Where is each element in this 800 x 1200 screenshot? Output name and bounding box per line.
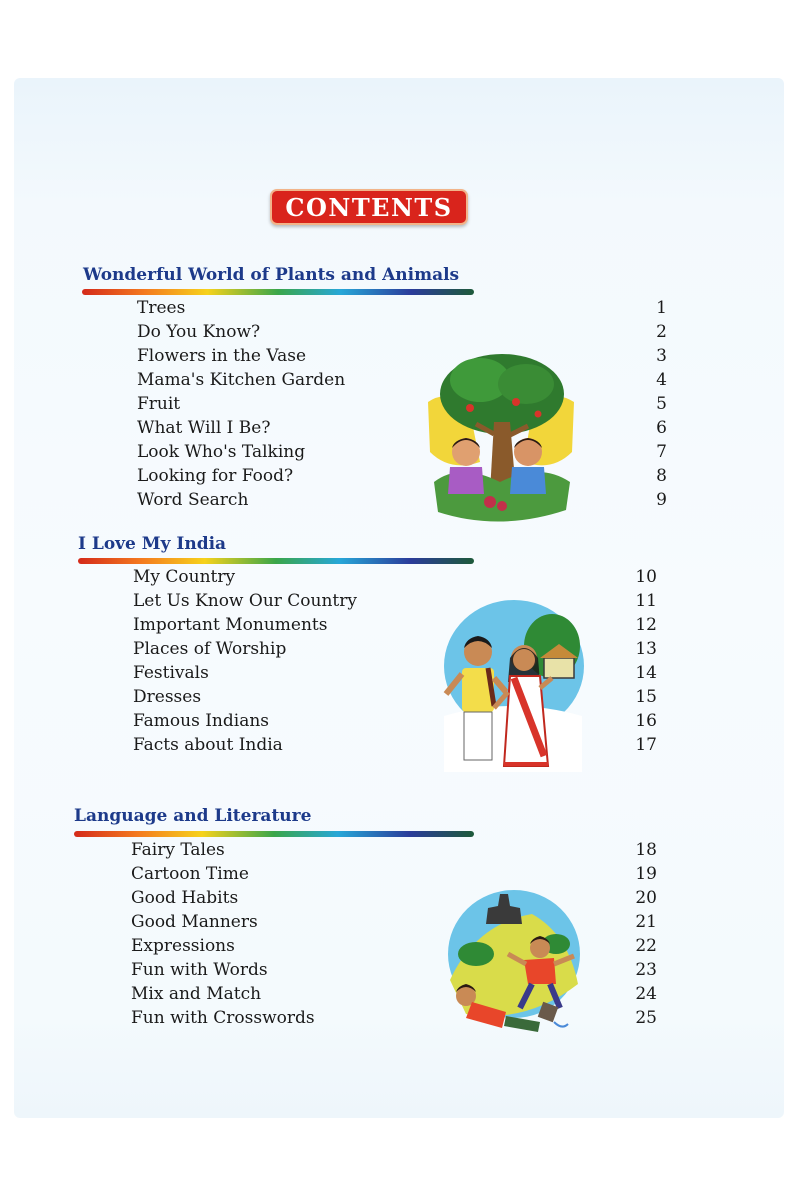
toc-row[interactable] <box>137 322 667 346</box>
toc-title: Famous Indians <box>133 711 269 731</box>
toc-title: What Will I Be? <box>137 418 271 438</box>
section-heading-india: I Love My India <box>78 534 227 554</box>
toc-page-number: 12 <box>635 615 657 635</box>
toc-title: Good Manners <box>131 912 258 932</box>
toc-row[interactable] <box>137 346 667 370</box>
toc-page-number: 25 <box>635 1008 657 1028</box>
toc-page-number: 14 <box>635 663 657 683</box>
tree-children-illustration <box>420 342 582 522</box>
toc-page-number: 3 <box>656 346 667 366</box>
toc-title: Good Habits <box>131 888 239 908</box>
contents-title-badge <box>270 189 468 225</box>
section-divider <box>74 831 474 837</box>
toc-title: Mama's Kitchen Garden <box>137 370 346 390</box>
toc-row[interactable] <box>133 567 657 591</box>
toc-page-number: 22 <box>635 936 657 956</box>
toc-page-number: 24 <box>635 984 657 1004</box>
toc-title: Mix and Match <box>131 984 262 1004</box>
toc-row[interactable] <box>137 418 667 442</box>
children-playing-illustration <box>436 884 592 1040</box>
toc-page-number: 13 <box>635 639 657 659</box>
section-divider <box>78 558 474 564</box>
toc-title: Do You Know? <box>137 322 261 342</box>
toc-page-number: 9 <box>656 490 667 510</box>
toc-row[interactable] <box>137 298 667 322</box>
toc-page-number: 6 <box>656 418 667 438</box>
toc-title: Places of Worship <box>133 639 287 659</box>
toc-page-number: 23 <box>635 960 657 980</box>
toc-title: Fun with Words <box>131 960 268 980</box>
toc-page-number: 19 <box>635 864 657 884</box>
toc-row[interactable] <box>137 442 667 466</box>
toc-page-number: 11 <box>635 591 657 611</box>
toc-title: Cartoon Time <box>131 864 249 884</box>
toc-title: Expressions <box>131 936 235 956</box>
toc-title: Festivals <box>133 663 209 683</box>
toc-page-number: 21 <box>635 912 657 932</box>
toc-page-number: 1 <box>656 298 667 318</box>
toc-page-number: 20 <box>635 888 657 908</box>
toc-list-plants-animals <box>137 298 667 514</box>
contents-title: CONTENTS <box>285 192 453 222</box>
toc-row[interactable] <box>137 490 667 514</box>
toc-title: Important Monuments <box>133 615 328 635</box>
toc-title: Looking for Food? <box>137 466 294 486</box>
toc-title: Flowers in the Vase <box>137 346 307 366</box>
toc-row[interactable] <box>137 466 667 490</box>
toc-title: Facts about India <box>133 735 283 755</box>
toc-title: Fruit <box>137 394 181 414</box>
toc-title: Trees <box>137 298 186 318</box>
toc-page-number: 4 <box>656 370 667 390</box>
toc-page-number: 15 <box>635 687 657 707</box>
toc-row[interactable] <box>131 840 657 864</box>
section-heading-plants-animals: Wonderful World of Plants and Animals <box>83 265 460 285</box>
toc-title: Fairy Tales <box>131 840 225 860</box>
toc-title: Word Search <box>137 490 249 510</box>
section-heading-language: Language and Literature <box>74 806 312 826</box>
toc-title: Fun with Crosswords <box>131 1008 315 1028</box>
toc-title: Let Us Know Our Country <box>133 591 357 611</box>
toc-row[interactable] <box>137 394 667 418</box>
toc-page-number: 2 <box>656 322 667 342</box>
toc-page-number: 18 <box>635 840 657 860</box>
indian-couple-illustration <box>432 596 592 772</box>
toc-page-number: 16 <box>635 711 657 731</box>
toc-page-number: 8 <box>656 466 667 486</box>
toc-page-number: 5 <box>656 394 667 414</box>
toc-title: Look Who's Talking <box>137 442 306 462</box>
toc-page-number: 10 <box>635 567 657 587</box>
toc-page-number: 7 <box>656 442 667 462</box>
toc-title: My Country <box>133 567 236 587</box>
toc-page-number: 17 <box>635 735 657 755</box>
section-divider <box>82 289 474 295</box>
toc-row[interactable] <box>137 370 667 394</box>
toc-title: Dresses <box>133 687 202 707</box>
